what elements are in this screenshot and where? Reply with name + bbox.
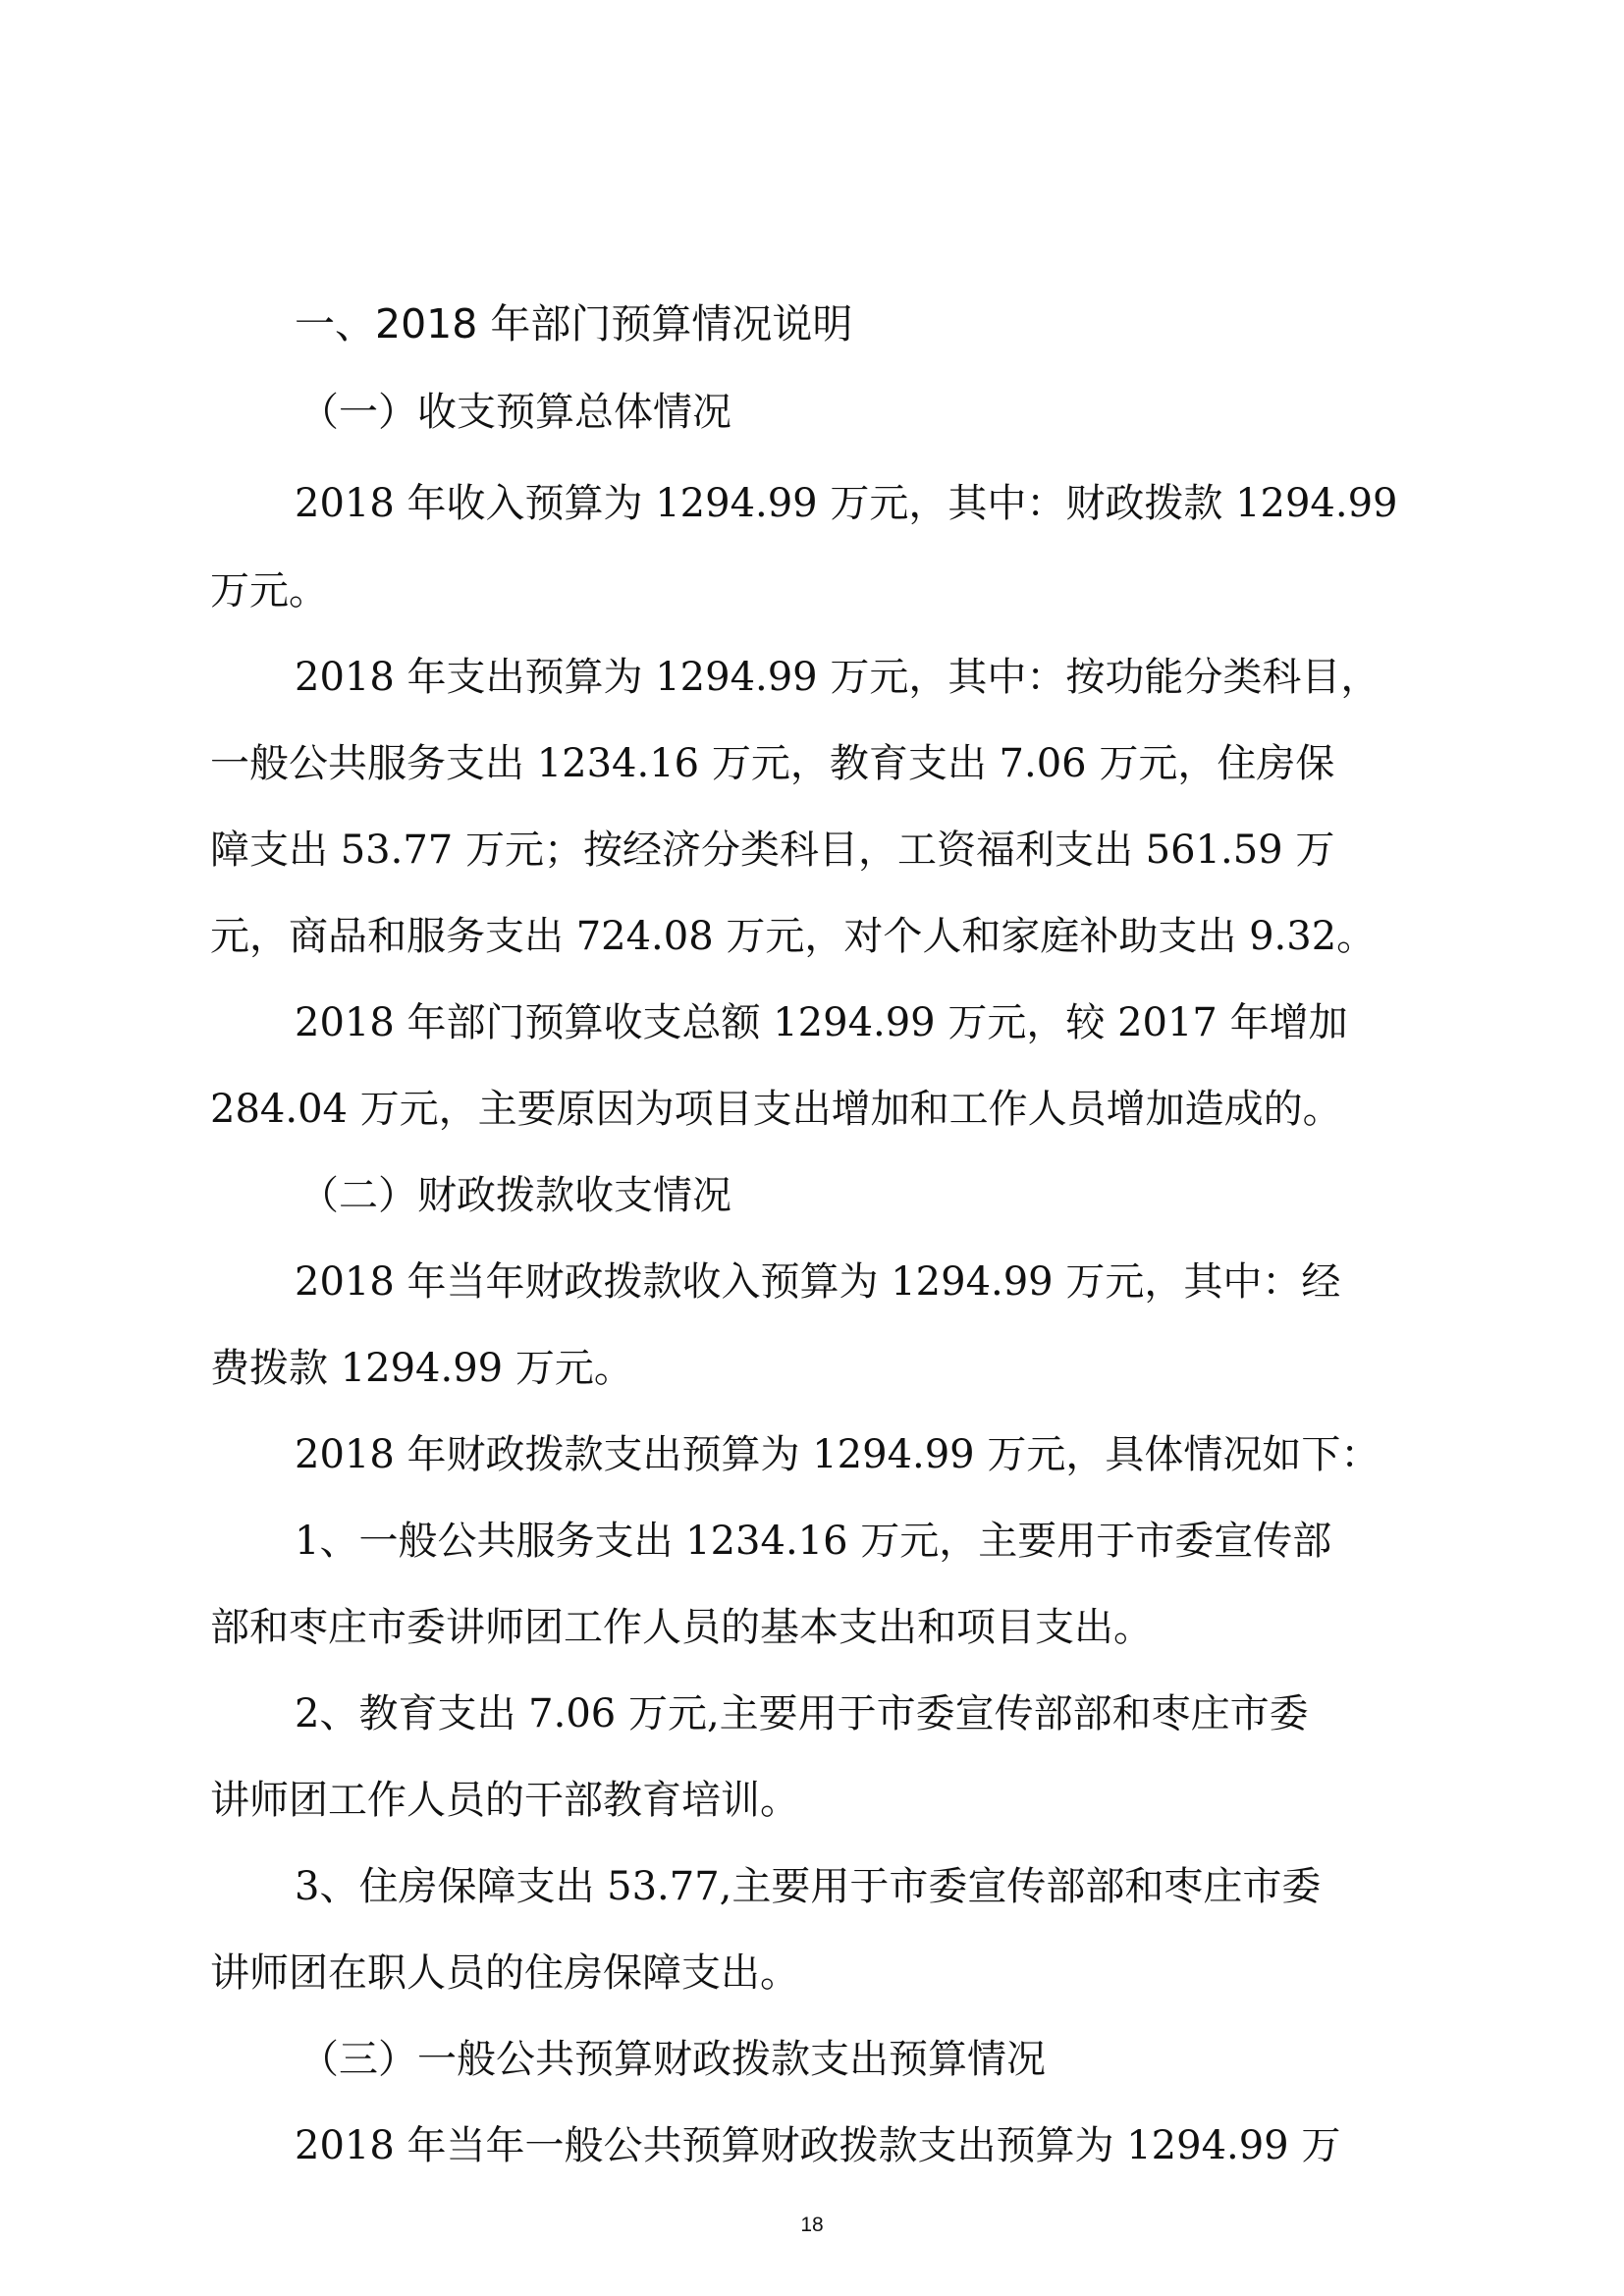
paragraph-line: 2、教育支出 7.06 万元,主要用于市委宣传部部和枣庄市委 [295,1691,1309,1736]
paragraph-line: 2018 年收入预算为 1294.99 万元，其中：财政拨款 1294.99 [295,481,1398,526]
section-heading: 一、2018 年部门预算情况说明 [295,300,853,347]
paragraph-line: 1、一般公共服务支出 1234.16 万元，主要用于市委宣传部 [295,1519,1332,1564]
paragraph-line: 2018 年支出预算为 1294.99 万元，其中：按功能分类科目， [295,655,1380,700]
subsection-title-1: （一）收支预算总体情况 [299,390,731,435]
paragraph-line: 2018 年当年一般公共预算财政拨款支出预算为 1294.99 万 [295,2123,1341,2168]
paragraph-line: 万元。 [210,568,328,614]
paragraph-line: 284.04 万元，主要原因为项目支出增加和工作人员增加造成的。 [210,1087,1342,1132]
paragraph-line: 障支出 53.77 万元；按经济分类科目，工资福利支出 561.59 万 [210,828,1335,873]
subsection-title-3: （三）一般公共预算财政拨款支出预算情况 [299,2037,1046,2082]
paragraph-line: 3、住房保障支出 53.77,主要用于市委宣传部部和枣庄市委 [295,1864,1322,1909]
paragraph-line: 2018 年当年财政拨款收入预算为 1294.99 万元，其中：经 [295,1259,1341,1305]
paragraph-line: 讲师团在职人员的住房保障支出。 [210,1950,799,1996]
paragraph-line: 部和枣庄市委讲师团工作人员的基本支出和项目支出。 [210,1605,1153,1650]
paragraph-line: 费拨款 1294.99 万元。 [210,1346,633,1391]
paragraph-line: 2018 年部门预算收支总额 1294.99 万元，较 2017 年增加 [295,1000,1348,1045]
page-number: 18 [800,2214,824,2236]
paragraph-line: 讲师团工作人员的干部教育培训。 [210,1778,799,1823]
paragraph-line: 一般公共服务支出 1234.16 万元，教育支出 7.06 万元，住房保 [210,741,1335,786]
subsection-title-2: （二）财政拨款收支情况 [299,1173,731,1218]
paragraph-line: 元，商品和服务支出 724.08 万元，对个人和家庭补助支出 9.32。 [210,914,1377,959]
paragraph-line: 2018 年财政拨款支出预算为 1294.99 万元，具体情况如下： [295,1432,1380,1477]
